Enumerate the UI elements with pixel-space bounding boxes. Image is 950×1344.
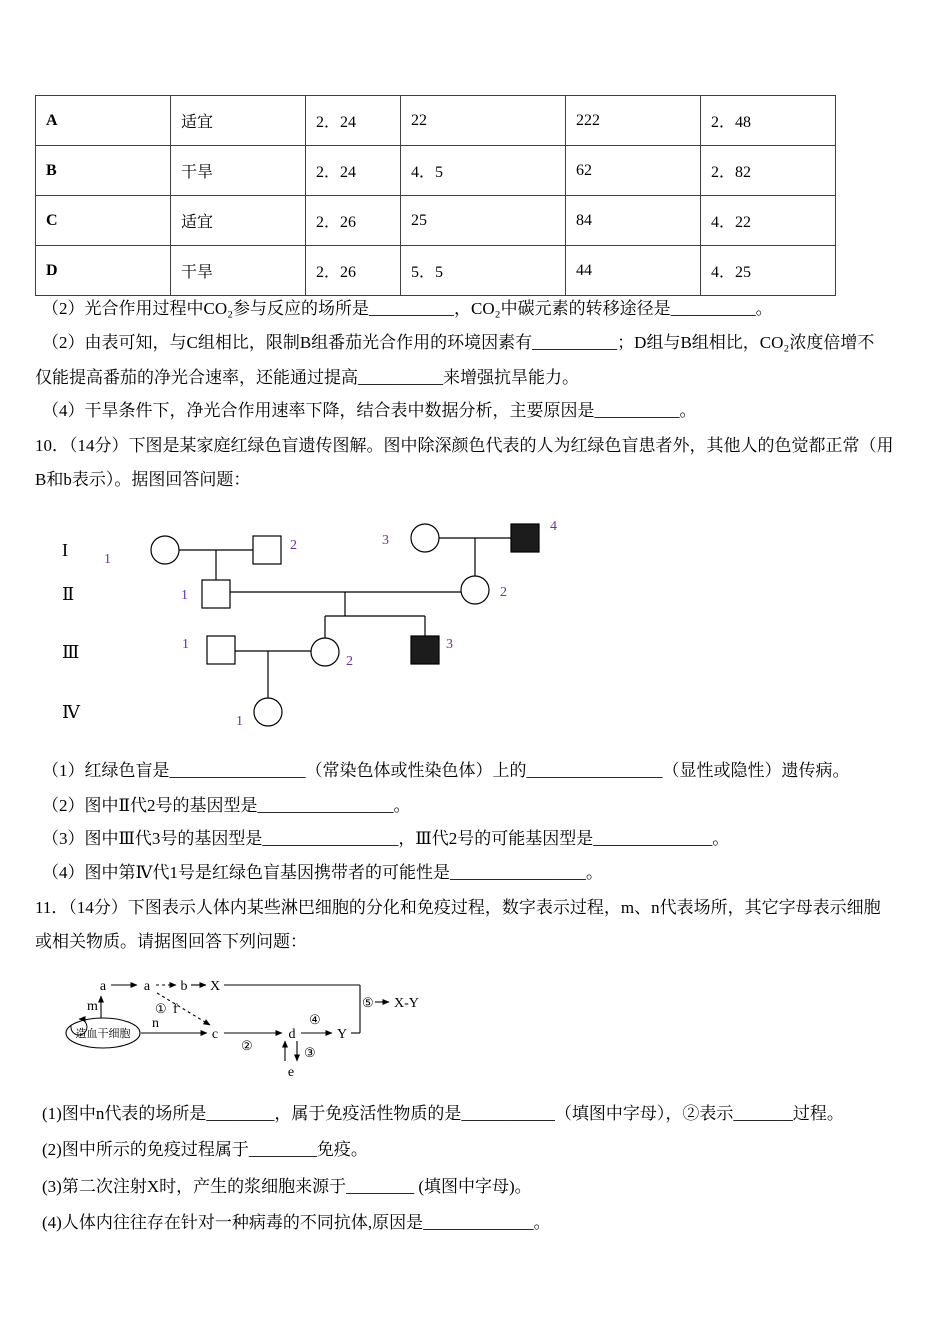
table-cell: 2．24 — [306, 96, 401, 146]
label-process-4: ④ — [309, 1012, 321, 1027]
q10-intro-line: B和b表示）。据图回答问题： — [35, 470, 251, 489]
label-e: e — [287, 1065, 295, 1080]
q10-subquestion: （3）图中Ⅲ代3号的基因型是________________，Ⅲ代2号的可能基因型是______________。 — [42, 829, 730, 848]
label-c: c — [211, 1027, 219, 1042]
q9-subquestion: （2）由表可知，与C组相比，限制B组番茄光合作用的环境因素有__________；D组与B组相比，CO₂浓度倍增不 — [42, 333, 875, 352]
generation-label-I: I — [62, 540, 68, 560]
pedigree-II2-female — [461, 576, 489, 604]
table-cell: 2．26 — [306, 196, 401, 246]
table-cell: 62 — [566, 146, 701, 196]
table-cell: C — [36, 196, 171, 246]
table-row-C — [36, 196, 836, 246]
table-cell: 44 — [566, 246, 701, 296]
q11-intro-line: 11．（14分）下图表示人体内某些淋巴细胞的分化和免疫过程，数字表示过程，m、n代表场所，其它字母表示细胞 — [35, 898, 881, 917]
q9-subquestion: （4）干旱条件下，净光合作用速率下降，结合表中数据分析，主要原因是__________。 — [42, 401, 697, 420]
pedigree-number-III2: 2 — [346, 654, 353, 669]
table-cell: 干旱 — [171, 146, 306, 196]
label-process-2: ② — [241, 1038, 253, 1053]
q11-subquestion: (1)图中n代表的场所是________，属于免疫活性物质的是___________（填图中字母），②表示_______过程。 — [42, 1104, 844, 1123]
q10-subquestion: （2）图中Ⅱ代2号的基因型是________________。 — [42, 796, 411, 815]
pedigree-III2-female — [311, 638, 339, 666]
pedigree-I1-female — [151, 536, 179, 564]
table-cell: 2．82 — [701, 146, 836, 196]
table-cell: 84 — [566, 196, 701, 246]
pedigree-I2-male — [253, 536, 281, 564]
pedigree-III3-male-affected — [411, 636, 439, 664]
table-cell: 22 — [401, 96, 566, 146]
table-cell: 干旱 — [171, 246, 306, 296]
label-process-3: ③ — [304, 1045, 316, 1060]
pedigree-number-II1: 1 — [181, 588, 188, 603]
label-m: m — [87, 999, 98, 1014]
q9-subquestion: （2）光合作用过程中CO₂参与反应的场所是__________，CO₂中碳元素的转移途径是__________。 — [42, 299, 773, 318]
table-cell: 4．25 — [701, 246, 836, 296]
q10-subquestion: （1）红绿色盲是________________（常染色体或性染色体）上的________________（显性或隐性）遗传病。 — [42, 761, 850, 780]
q11-subquestion: (2)图中所示的免疫过程属于________免疫。 — [42, 1140, 368, 1159]
table-cell: 4．5 — [401, 146, 566, 196]
pedigree-number-III3: 3 — [446, 637, 453, 652]
table-cell: B — [36, 146, 171, 196]
q9-subquestion-continuation: 仅能提高番茄的净光合速率，还能通过提高__________来增强抗旱能力。 — [35, 368, 579, 387]
table-cell: 适宜 — [171, 196, 306, 246]
label-y: Y — [336, 1027, 348, 1042]
label-process-5: ⑤ — [362, 995, 374, 1010]
pedigree-I4-male-affected — [511, 524, 539, 552]
generation-label-III: Ⅲ — [62, 642, 80, 662]
table-cell: 2．48 — [701, 96, 836, 146]
q11-subquestion: (3)第二次注射X时，产生的浆细胞来源于________ (填图中字母)。 — [42, 1177, 532, 1196]
pedigree-I3-female — [411, 524, 439, 552]
table-cell: D — [36, 246, 171, 296]
pedigree-connector-lines — [179, 538, 511, 698]
pedigree-number-I4: 4 — [550, 519, 557, 534]
label-d: d — [288, 1027, 296, 1042]
table-row-D — [36, 246, 836, 296]
table-cell: 25 — [401, 196, 566, 246]
table-cell: A — [36, 96, 171, 146]
stem-cell-label: 造血干细胞 — [75, 1028, 131, 1040]
label-a1: a — [99, 979, 107, 994]
table-cell: 2．26 — [306, 246, 401, 296]
pedigree-number-III1: 1 — [182, 637, 189, 652]
q11-subquestion: (4)人体内往往存在针对一种病毒的不同抗体,原因是_____________。 — [42, 1213, 551, 1232]
generation-label-II: Ⅱ — [62, 584, 75, 604]
table-cell: 5．5 — [401, 246, 566, 296]
generation-label-IV: Ⅳ — [62, 702, 80, 722]
q10-intro-line: 10．（14分）下图是某家庭红绿色盲遗传图解。图中除深颜色代表的人为红绿色盲患者外，其他人的色觉都正常（用 — [35, 436, 894, 455]
label-xy-complex: X-Y — [394, 996, 419, 1011]
label-x: X — [209, 979, 221, 994]
label-f: f — [173, 1002, 178, 1017]
table-cell: 2．24 — [306, 146, 401, 196]
q11-intro-line: 或相关物质。请据图回答下列问题： — [35, 932, 307, 951]
pedigree-IV1-female — [254, 698, 282, 726]
pedigree-number-II2: 2 — [500, 585, 507, 600]
pedigree-number-IV1: 1 — [236, 714, 243, 729]
pedigree-number-I1: 1 — [104, 552, 111, 567]
pedigree-II1-male — [202, 580, 230, 608]
table-cell: 222 — [566, 96, 701, 146]
label-b: b — [180, 979, 188, 994]
table-row-B — [36, 146, 836, 196]
table-cell: 4．22 — [701, 196, 836, 246]
immune-process-diagram — [45, 968, 475, 1098]
label-n: n — [152, 1016, 159, 1031]
table-row-A — [36, 96, 836, 146]
pedigree-number-I2: 2 — [290, 538, 297, 553]
label-a2: a — [143, 979, 151, 994]
label-process-1: ① — [155, 1001, 167, 1016]
pedigree-number-I3: 3 — [382, 533, 389, 548]
experiment-data-table — [35, 95, 836, 296]
pedigree-chart — [40, 512, 600, 740]
pedigree-III1-male — [207, 636, 235, 664]
q10-subquestion: （4）图中第Ⅳ代1号是红绿色盲基因携带者的可能性是________________。 — [42, 863, 603, 882]
table-cell: 适宜 — [171, 96, 306, 146]
